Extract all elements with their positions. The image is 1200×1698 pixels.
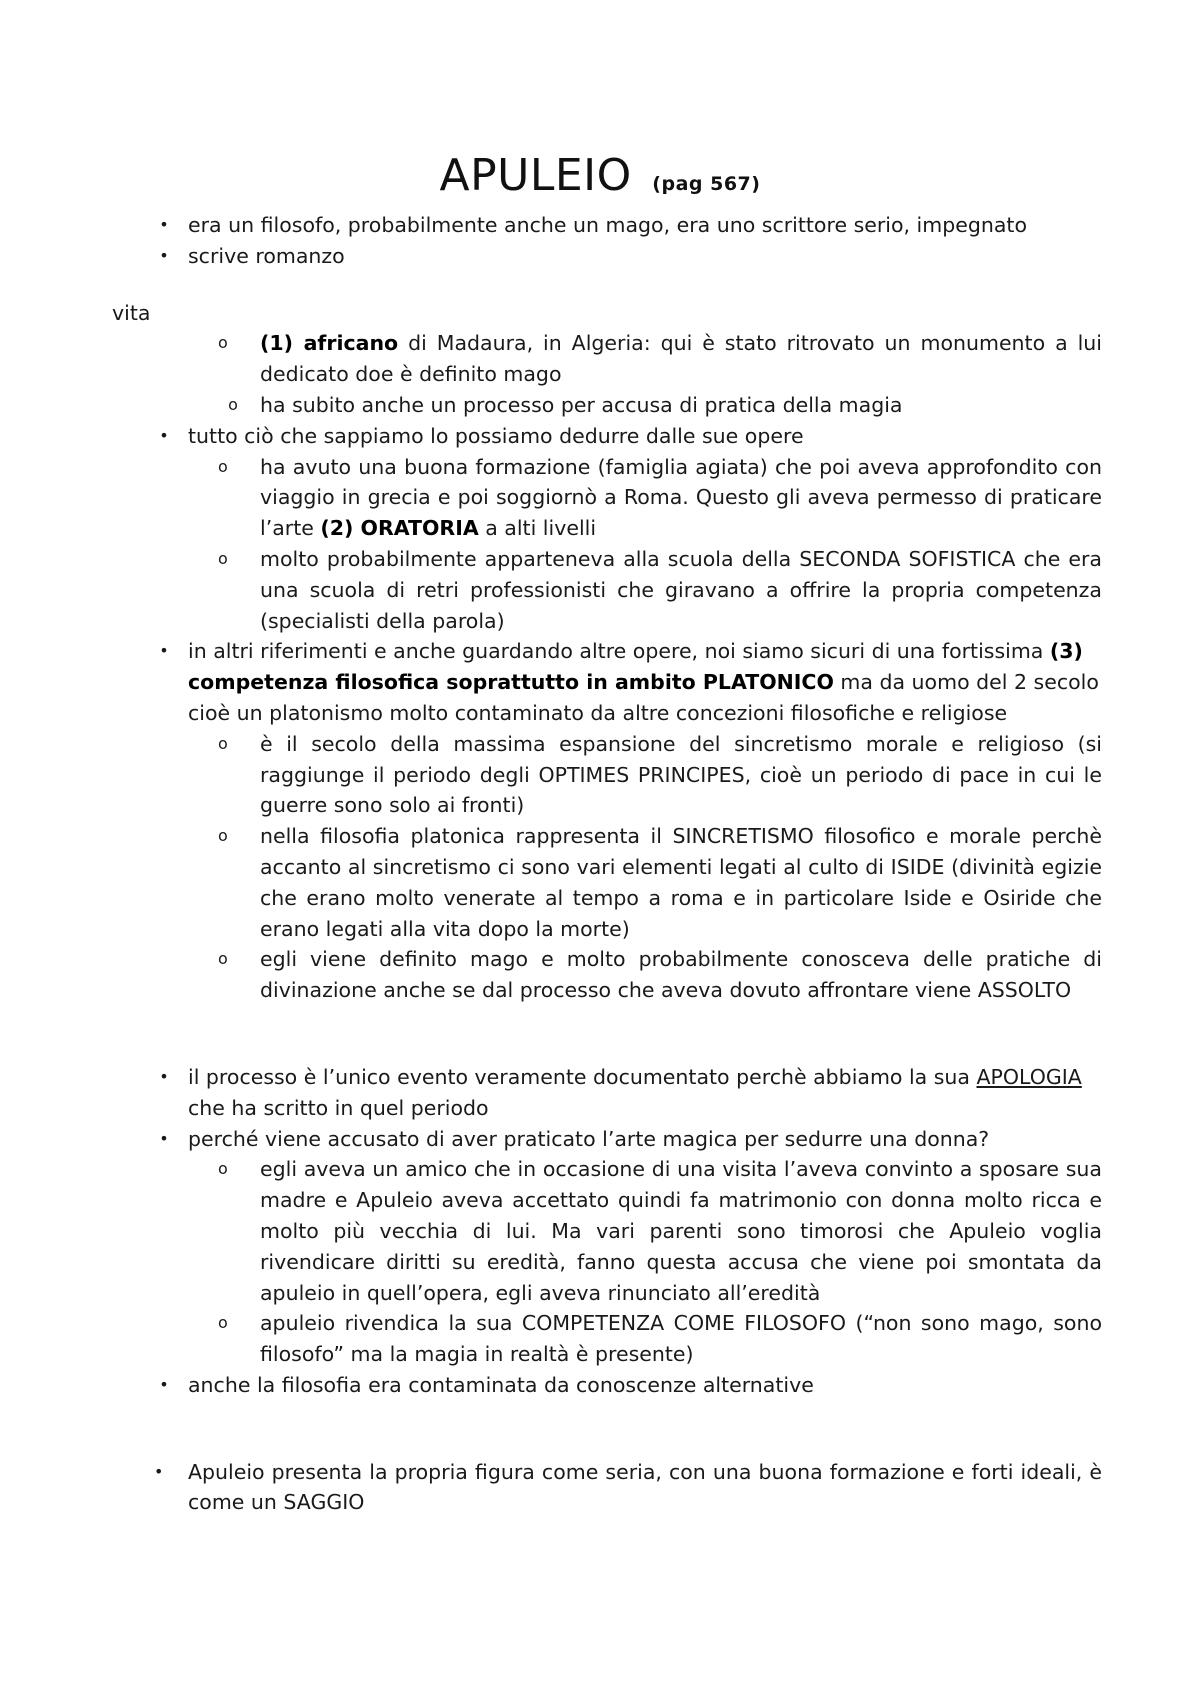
list-item: • era un filosofo, probabilmente anche un mago, era uno scrittore serio, impegnato bbox=[112, 210, 1102, 241]
list-item: • in altri riferimenti e anche guardando altre opere, noi siamo sicuri di una fortissima (3) competenza filosofica soprattutto in ambito PLATONICO ma da uomo del 2 secolo cioè un platonismo molto contaminato da altre concezioni filosofiche e religiose bbox=[112, 636, 1102, 728]
list-item: • perché viene accusato di aver praticato l’arte magica per sedurre una donna? bbox=[112, 1124, 1102, 1155]
bullet-icon: • bbox=[159, 1066, 169, 1086]
sub-bullet-icon: o bbox=[218, 733, 228, 753]
bullet-icon: • bbox=[159, 641, 169, 661]
list-item: • il processo è l’unico evento veramente documentato perchè abbiamo la sua APOLOGIA che ha scritto in quel periodo bbox=[112, 1062, 1102, 1124]
sub-bullet-icon: o bbox=[218, 1159, 228, 1179]
section-label-vita: vita bbox=[112, 300, 151, 325]
sub-bullet-icon: o bbox=[218, 456, 228, 476]
sub-list-item: o egli aveva un amico che in occasione di una visita l’aveva convinto a sposare sua madre e Apuleio aveva accettato quindi fa matrimonio con donna molto ricca e molto più vecchia di lui. Ma vari parenti sono timorosi che Apuleio voglia rivendicare diritti su eredità, fanno questa accusa che viene poi smontata da apuleio in quell’opera, egli aveva rinunciato all’eredità bbox=[112, 1154, 1102, 1308]
bullet-icon: • bbox=[159, 215, 169, 234]
sub-bullet-icon: o bbox=[218, 548, 228, 568]
sub-bullet-icon: o bbox=[218, 826, 228, 846]
sub-list-item: o (1) africano di Madaura, in Algeria: qui è stato ritrovato un monumento a lui dedicato doe è definito mago bbox=[112, 328, 1102, 390]
apologia-underlined: APOLOGIA bbox=[976, 1064, 1082, 1089]
sub-bullet-icon: o bbox=[218, 949, 228, 969]
page-title bbox=[0, 150, 1200, 201]
sub-list-item: o ha avuto una buona formazione (famiglia agiata) che poi aveva approfondito con viaggio in grecia e poi soggiornò a Roma. Questo gli aveva permesso di praticare l’arte (2) ORATORIA a alti livelli bbox=[112, 452, 1102, 544]
sub-list-item: o nella filosofia platonica rappresenta il SINCRETISMO filosofico e morale perchè accanto al sincretismo ci sono vari elementi legati al culto di ISIDE (divinità egizie che erano molto venerate al tempo a roma e in particolare Iside e Osiride che erano legati alla vita dopo la morte) bbox=[112, 821, 1102, 944]
bullet-icon: • bbox=[159, 1374, 169, 1394]
list-item: • scrive romanzo bbox=[112, 241, 1102, 272]
sub-bullet-icon: o bbox=[218, 333, 228, 353]
bullet-icon: • bbox=[159, 425, 169, 445]
list-item: • tutto ciò che sappiamo lo possiamo dedurre dalle sue opere bbox=[112, 421, 1102, 452]
notes-body bbox=[112, 210, 1102, 1518]
sub-list-item: o ha subito anche un processo per accusa di pratica della magia bbox=[112, 390, 1102, 421]
title-page-reference: (pag 567) bbox=[652, 173, 761, 195]
list-item: • anche la filosofia era contaminata da conoscenze alternative bbox=[112, 1370, 1102, 1401]
sub-list-item: o è il secolo della massima espansione del sincretismo morale e religioso (si raggiunge il periodo degli OPTIMES PRINCIPES, cioè un periodo di pace in cui le guerre sono solo ai fronti) bbox=[112, 729, 1102, 821]
sub-list-item: o apuleio rivendica la sua COMPETENZA COME FILOSOFO (“non sono mago, sono filosofo” ma la magia in realtà è presente) bbox=[112, 1308, 1102, 1370]
title-main: APULEIO bbox=[439, 150, 632, 201]
sub-bullet-icon: o bbox=[218, 1313, 228, 1333]
bullet-icon: • bbox=[159, 245, 169, 265]
sub-list-item: o molto probabilmente apparteneva alla scuola della SECONDA SOFISTICA che era una scuola di retri professionisti che giravano a offrire la propria competenza (specialisti della parola) bbox=[112, 544, 1102, 636]
sub-bullet-icon: o bbox=[228, 394, 238, 414]
bullet-icon: • bbox=[154, 1461, 164, 1481]
bullet-icon: • bbox=[159, 1128, 169, 1148]
list-item: • Apuleio presenta la propria figura come seria, con una buona formazione e forti ideali, è come un SAGGIO bbox=[112, 1457, 1102, 1519]
sub-list-item: o egli viene definito mago e molto probabilmente conosceva delle pratiche di divinazione anche se dal processo che aveva dovuto affrontare viene ASSOLTO bbox=[112, 944, 1102, 1006]
